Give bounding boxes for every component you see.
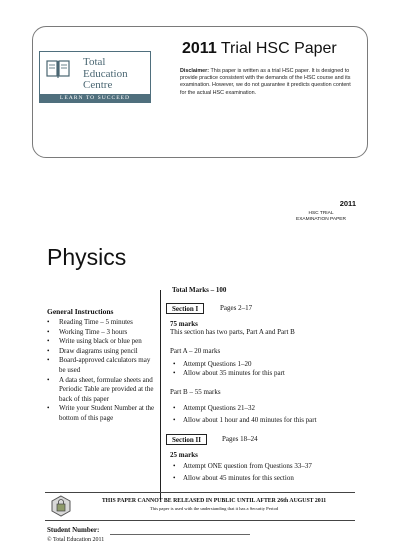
section2-item: • Allow about 45 minutes for this section	[183, 474, 294, 483]
part-a-item: • Attempt Questions 1–20	[183, 360, 251, 369]
section2-pages: Pages 18–24	[222, 435, 258, 443]
instruction-item: • Reading Time – 5 minutes	[47, 318, 155, 328]
exam-type-line1: HSC TRIAL	[308, 211, 334, 216]
student-number-label: Student Number:	[47, 526, 100, 534]
disclaimer-label: Disclaimer:	[180, 68, 210, 74]
exam-type	[286, 211, 356, 223]
column-divider	[160, 290, 161, 500]
instructions-list	[47, 318, 155, 424]
part-a-item: • Allow about 35 minutes for this part	[183, 369, 285, 378]
release-notice: THIS PAPER CANNOT BE RELEASED IN PUBLIC UNTIL AFTER 26th AUGUST 2011	[101, 498, 327, 504]
exam-type-line2: EXAMINATION PAPER	[296, 217, 346, 222]
instruction-item: • Write your Student Number at the bottom of this page	[47, 404, 155, 423]
part-b-heading: Part B – 55 marks	[170, 388, 221, 396]
section1-label: Section I	[166, 303, 204, 314]
footer-rule	[45, 520, 355, 521]
section1-pages: Pages 2–17	[220, 304, 253, 312]
instruction-item: • Draw diagrams using pencil	[47, 347, 155, 357]
part-b-item: • Attempt Questions 21–32	[183, 404, 255, 413]
copyright: © Total Education 2011	[47, 537, 105, 543]
section2-label: Section II	[166, 434, 207, 445]
paper-title-text: Trial HSC Paper	[220, 40, 337, 57]
part-b-item: • Allow about 1 hour and 40 minutes for this part	[183, 416, 317, 425]
section2-marks: 25 marks	[170, 451, 198, 459]
section1-desc: This section has two parts, Part A and Part B	[170, 328, 295, 336]
student-number-field[interactable]	[110, 534, 250, 535]
total-marks: Total Marks – 100	[172, 286, 227, 294]
book-icon	[45, 58, 71, 82]
section2-item: • Attempt ONE question from Questions 33–37	[183, 462, 312, 471]
security-notice: This paper is used with the understanding that it has a Security Period	[149, 506, 279, 511]
subject-title: Physics	[47, 244, 127, 270]
paper-year: 2011	[182, 40, 217, 57]
logo-tagline: LEARN TO SUCCEED	[59, 95, 131, 101]
part-a-heading: Part A – 20 marks	[170, 347, 221, 355]
instruction-item: • A data sheet, formulae sheets and Periodic Table are provided at the back of this paper	[47, 376, 155, 405]
footer-rule	[45, 492, 355, 493]
logo-name: Total Education Centre	[83, 56, 128, 91]
paper-title	[182, 40, 337, 58]
instruction-item: • Write using black or blue pen	[47, 337, 155, 347]
security-icon	[51, 495, 71, 517]
disclaimer-text: This paper is written as a trial HSC paper. It is designed to provide practice consistent with the demands of the HSC course and its examination. However, we do not guarantee it predicts question content for the actual HSC examination.	[180, 68, 351, 96]
disclaimer	[180, 68, 358, 97]
instructions-heading: General Instructions	[47, 307, 114, 316]
instruction-item: • Board-approved calculators may be used	[47, 356, 155, 375]
exam-year: 2011	[339, 199, 356, 208]
instruction-item: • Working Time – 3 hours	[47, 328, 155, 338]
section1-marks: 75 marks	[170, 320, 198, 328]
